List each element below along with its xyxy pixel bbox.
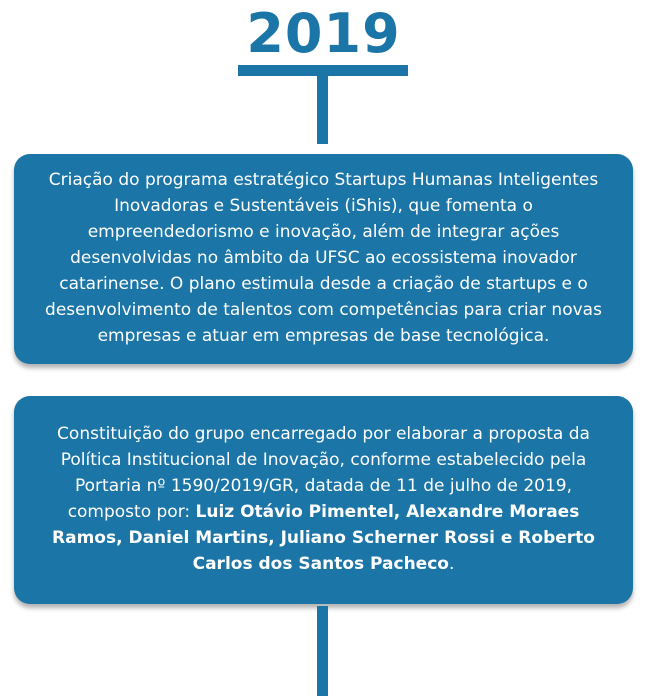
timeline-event-card: [14, 396, 633, 604]
timeline-event-card: [14, 154, 633, 364]
timeline-connector-top: [317, 76, 328, 144]
event-description: Criação do programa estratégico Startups Humanas Inteligentes Inovadoras e Sustentáveis (iShis), que fomenta o empreendedorismo e inovação, além de integrar ações desenvolvidas no âmbito da UFSC ao ecossistema inovador catarinense. O plano estimula desde a criação de startups e o desenvolvimento de talentos com competências para criar novas empresas e atuar em empresas de base tecnológica.: [45, 170, 602, 346]
event-description: Constituição do grupo encarregado por elaborar a proposta da Política Institucional de Inovação, conforme estabelecido pela Portaria nº 1590/2019/GR, datada de 11 de julho de 2019, composto por:: [57, 424, 590, 522]
timeline-connector-bottom: [317, 606, 328, 696]
event-description-end: .: [448, 554, 455, 574]
committee-members: Luiz Otávio Pimentel, Alexandre Moraes Ramos, Daniel Martins, Juliano Scherner Rossi e Roberto Carlos dos Santos Pacheco: [52, 502, 595, 574]
year-heading: 2019: [246, 2, 401, 65]
year-underline: [238, 65, 408, 76]
